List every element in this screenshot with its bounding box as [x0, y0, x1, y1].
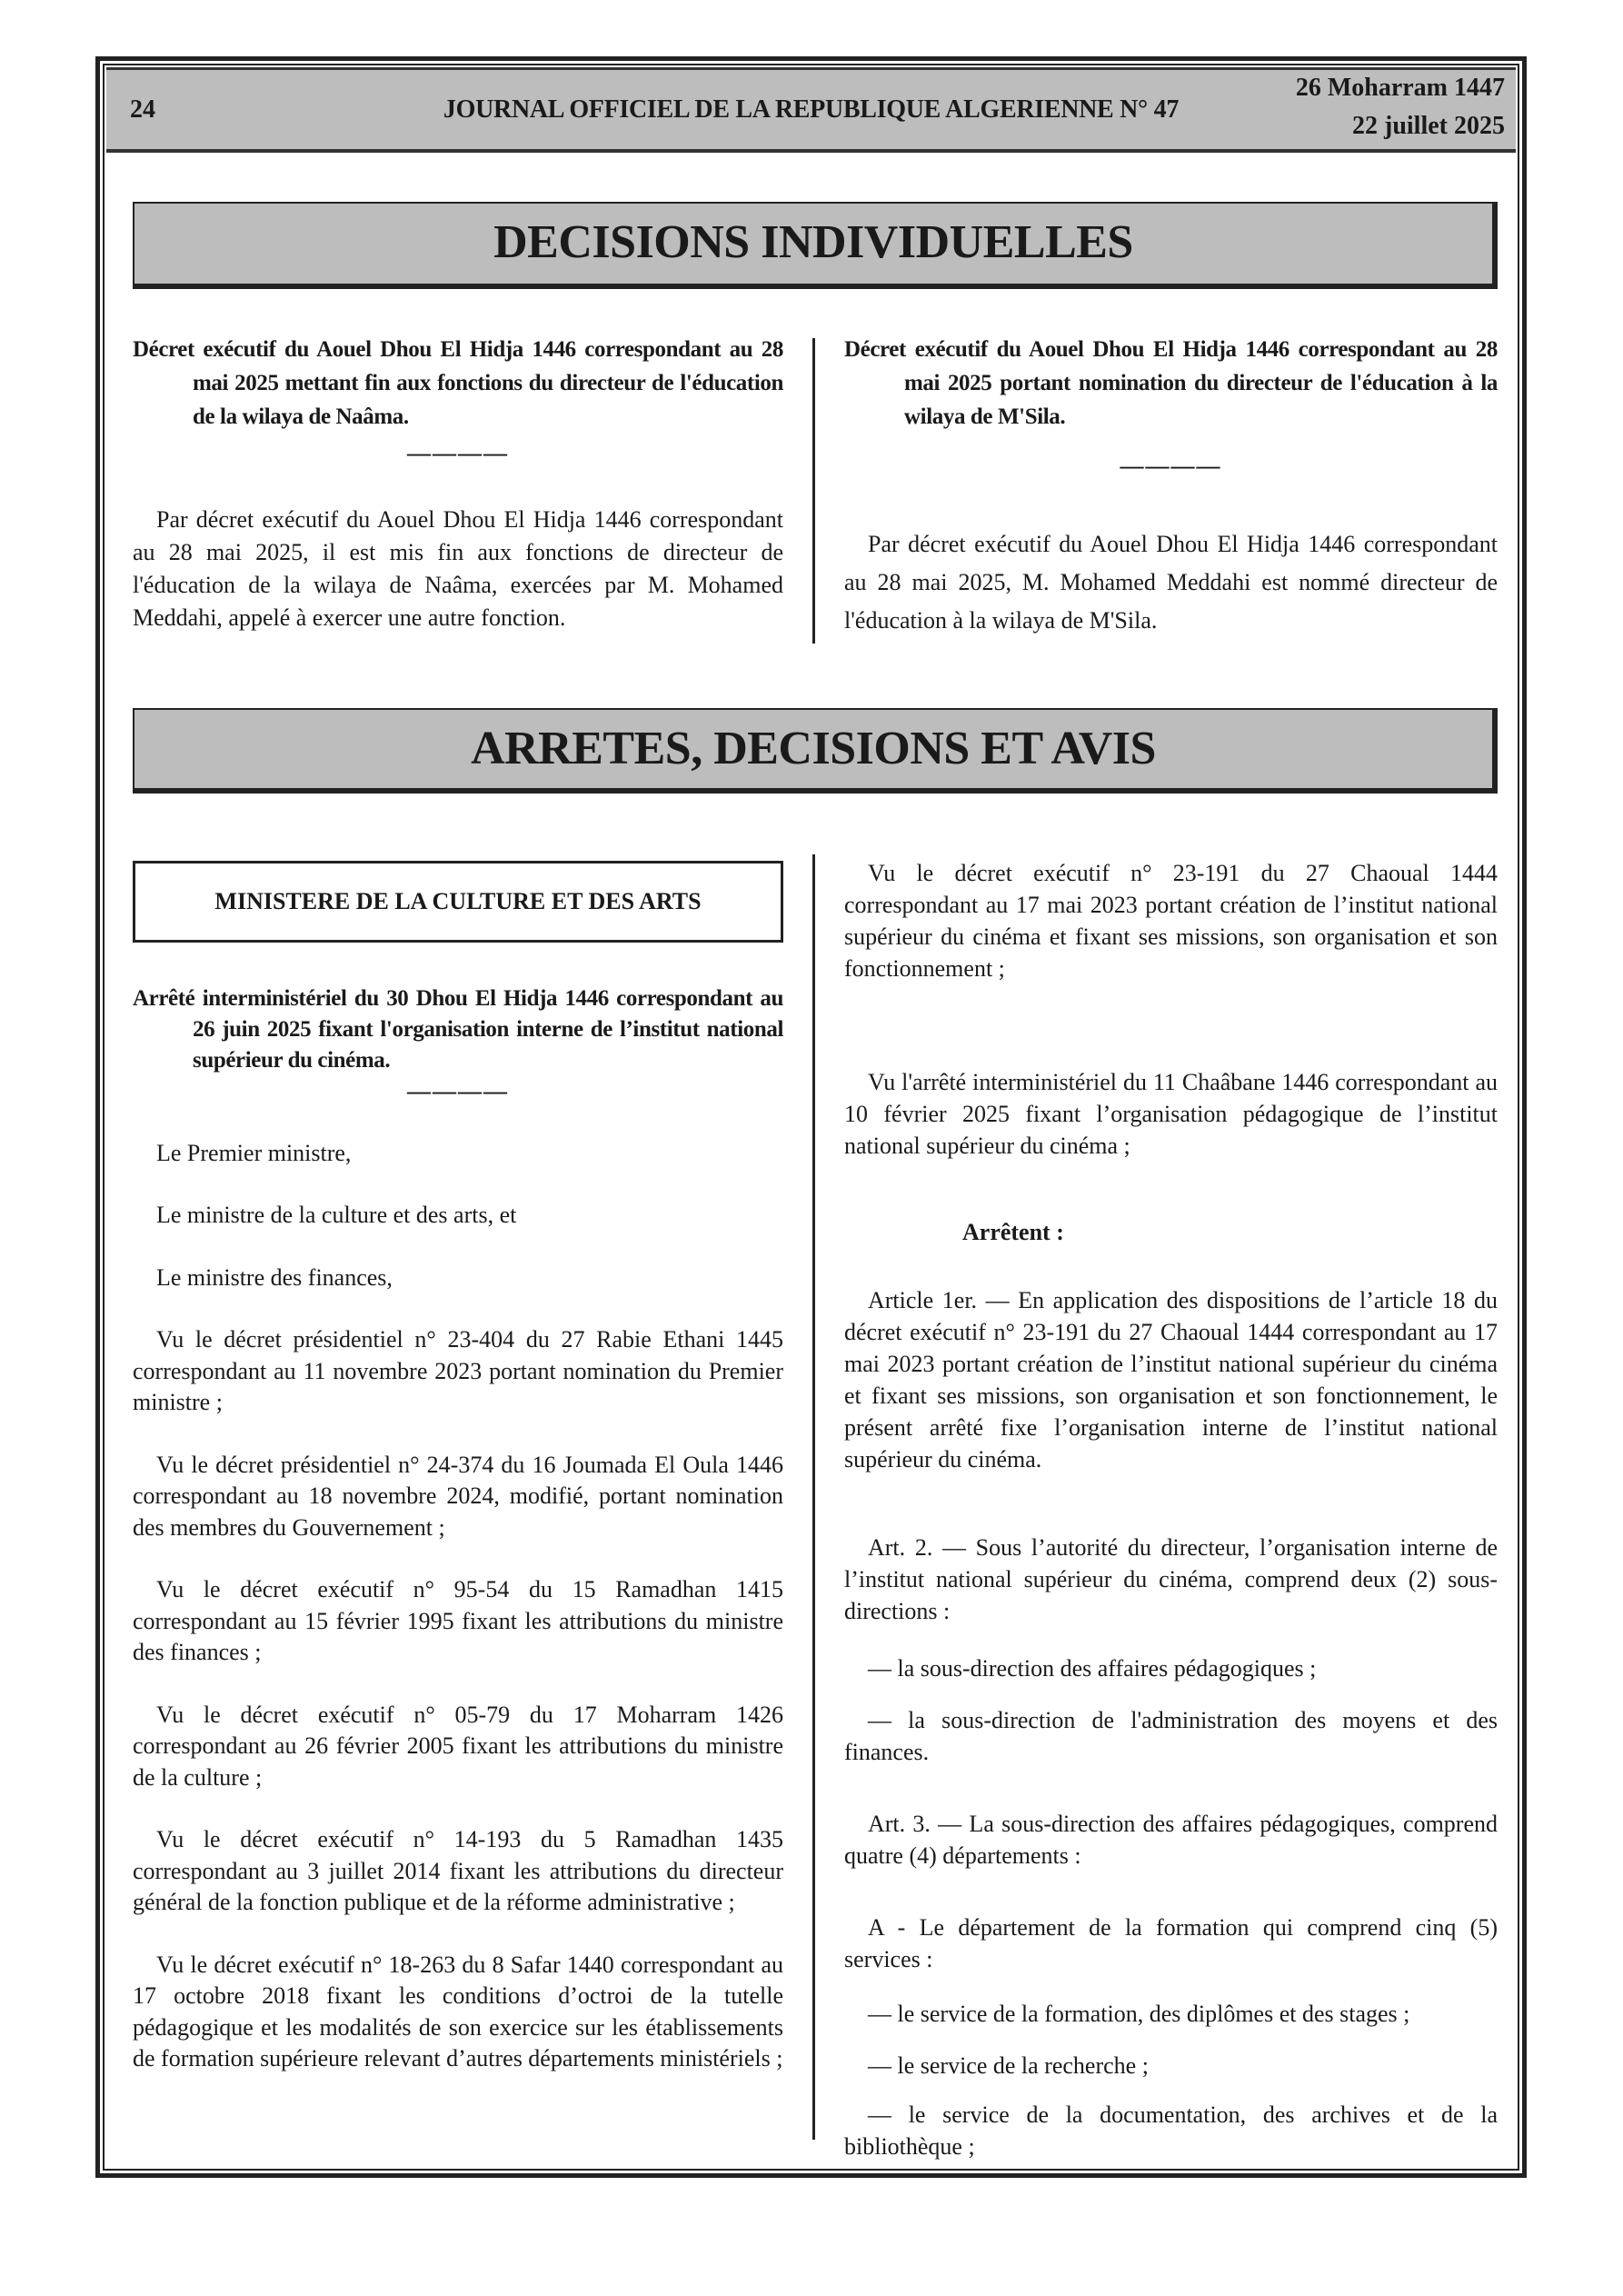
arrete-right-column — [844, 857, 1498, 2162]
paragraph: Vu le décret présidentiel n° 24-374 du 16 Joumada El Oula 1446 correspondant au 18 novembre 2024, modifié, portant nomination des membres du Gouvernement ; — [133, 1451, 783, 1541]
ministry-box: MINISTERE DE LA CULTURE ET DES ARTS — [133, 861, 783, 943]
separator: ———— — [1120, 453, 1222, 479]
arrete-left-column — [133, 983, 783, 2075]
paragraph: Vu le décret exécutif n° 23-191 du 27 Chaoual 1444 correspondant au 17 mai 2023 portant création de l’institut national supérieur du cinéma et fixant ses missions, son organisation et son fonctionnement ; — [844, 860, 1498, 982]
paragraph: Vu le décret exécutif n° 05-79 du 17 Moharram 1426 correspondant au 26 février 2005 fixant les attributions du ministre de la culture ; — [133, 1701, 783, 1791]
article-2: Art. 2. — Sous l’autorité du directeur, l’organisation interne de l’institut national supérieur du cinéma, comprend deux (2) sous-directions : — [844, 1534, 1498, 1624]
arretent-heading: Arrêtent : — [962, 1219, 1064, 1245]
decree-right — [844, 333, 1498, 640]
paragraph: A - Le département de la formation qui comprend cinq (5) services : — [844, 1914, 1498, 1972]
list-item: — le service de la formation, des diplômes et des stages ; — [868, 2001, 1410, 2027]
page-number: 24 — [130, 95, 155, 124]
journal-header — [106, 67, 1516, 153]
paragraph: Le ministre de la culture et des arts, et — [156, 1202, 517, 1228]
list-item: — la sous-direction des affaires pédagogiques ; — [868, 1655, 1317, 1682]
separator: ———— — [407, 1078, 509, 1104]
article-1: Article 1er. — En application des dispositions de l’article 18 du décret exécutif n° 23-191 du 27 Chaoual 1444 correspondant au 17 mai 2023 portant création de l’institut national supérieur du cinéma et fixant ses missions, son organisation et son fonctionnement, le présent arrêté fixe l’organisation interne de l’institut national supérieur du cinéma. — [844, 1287, 1498, 1472]
list-item: — le service de la documentation, des archives et de la bibliothèque ; — [844, 2101, 1498, 2160]
gregorian-date: 22 juillet 2025 — [1352, 112, 1505, 140]
hijri-date: 26 Moharram 1447 — [1295, 74, 1505, 102]
decree-title: Décret exécutif du Aouel Dhou El Hidja 1446 correspondant au 28 mai 2025 mettant fin aux fonctions du directeur de l'éducation de la wilaya de Naâma. — [133, 337, 783, 429]
paragraph: Le Premier ministre, — [156, 1139, 352, 1166]
list-item: — le service de la recherche ; — [868, 2052, 1149, 2079]
section-heading-decisions: DECISIONS INDIVIDUELLES — [133, 202, 1498, 289]
decree-body: Par décret exécutif du Aouel Dhou El Hidja 1446 correspondant au 28 mai 2025, il est mis fin aux fonctions de directeur de l'éducation de la wilaya de Naâma, exercées par M. Mohamed Meddahi, appelé à exercer une autre fonction. — [133, 506, 783, 631]
separator: ———— — [407, 440, 509, 466]
paragraph: Vu l'arrêté interministériel du 11 Chaâbane 1446 correspondant au 10 février 2025 fixant l’organisation pédagogique de l’institut national supérieur du cinéma ; — [844, 1069, 1498, 1159]
paragraph: Vu le décret exécutif n° 18-263 du 8 Safar 1440 correspondant au 17 octobre 2018 fixant les conditions d’octroi de la tutelle pédagogique et les modalités de son exercice sur les établissements de formation supérieure relevant d’autres départements ministériels ; — [133, 1951, 783, 2071]
paragraph: Le ministre des finances, — [156, 1263, 393, 1291]
column-divider — [812, 854, 815, 2140]
decree-left — [133, 333, 783, 634]
column-divider — [812, 338, 815, 644]
section-heading-arretes: ARRETES, DECISIONS ET AVIS — [133, 708, 1498, 794]
decree-title: Décret exécutif du Aouel Dhou El Hidja 1446 correspondant au 28 mai 2025 portant nomination du directeur de l'éducation à la wilaya de M'Sila. — [844, 337, 1498, 429]
journal-title: JOURNAL OFFICIEL DE LA REPUBLIQUE ALGERIENNE N° 47 — [443, 95, 1180, 124]
arrete-title: Arrêté interministériel du 30 Dhou El Hidja 1446 correspondant au 26 juin 2025 fixant l'organisation interne de l’institut national supérieur du cinéma. — [133, 986, 783, 1073]
list-item: — la sous-direction de l'administration des moyens et des finances. — [844, 1707, 1498, 1765]
article-3: Art. 3. — La sous-direction des affaires pédagogiques, comprend quatre (4) départements : — [844, 1811, 1498, 1869]
decree-body: Par décret exécutif du Aouel Dhou El Hidja 1446 correspondant au 28 mai 2025, M. Mohamed Meddahi est nommé directeur de l'éducation à la wilaya de M'Sila. — [844, 531, 1498, 634]
paragraph: Vu le décret exécutif n° 95-54 du 15 Ramadhan 1415 correspondant au 15 février 1995 fixant les attributions du ministre des finances ; — [133, 1576, 783, 1665]
paragraph: Vu le décret présidentiel n° 23-404 du 27 Rabie Ethani 1445 correspondant au 11 novembre 2023 portant nomination du Premier ministre ; — [133, 1326, 783, 1415]
paragraph: Vu le décret exécutif n° 14-193 du 5 Ramadhan 1435 correspondant au 3 juillet 2014 fixant les attributions du directeur général de la fonction publique et de la réforme administrative ; — [133, 1826, 783, 1915]
